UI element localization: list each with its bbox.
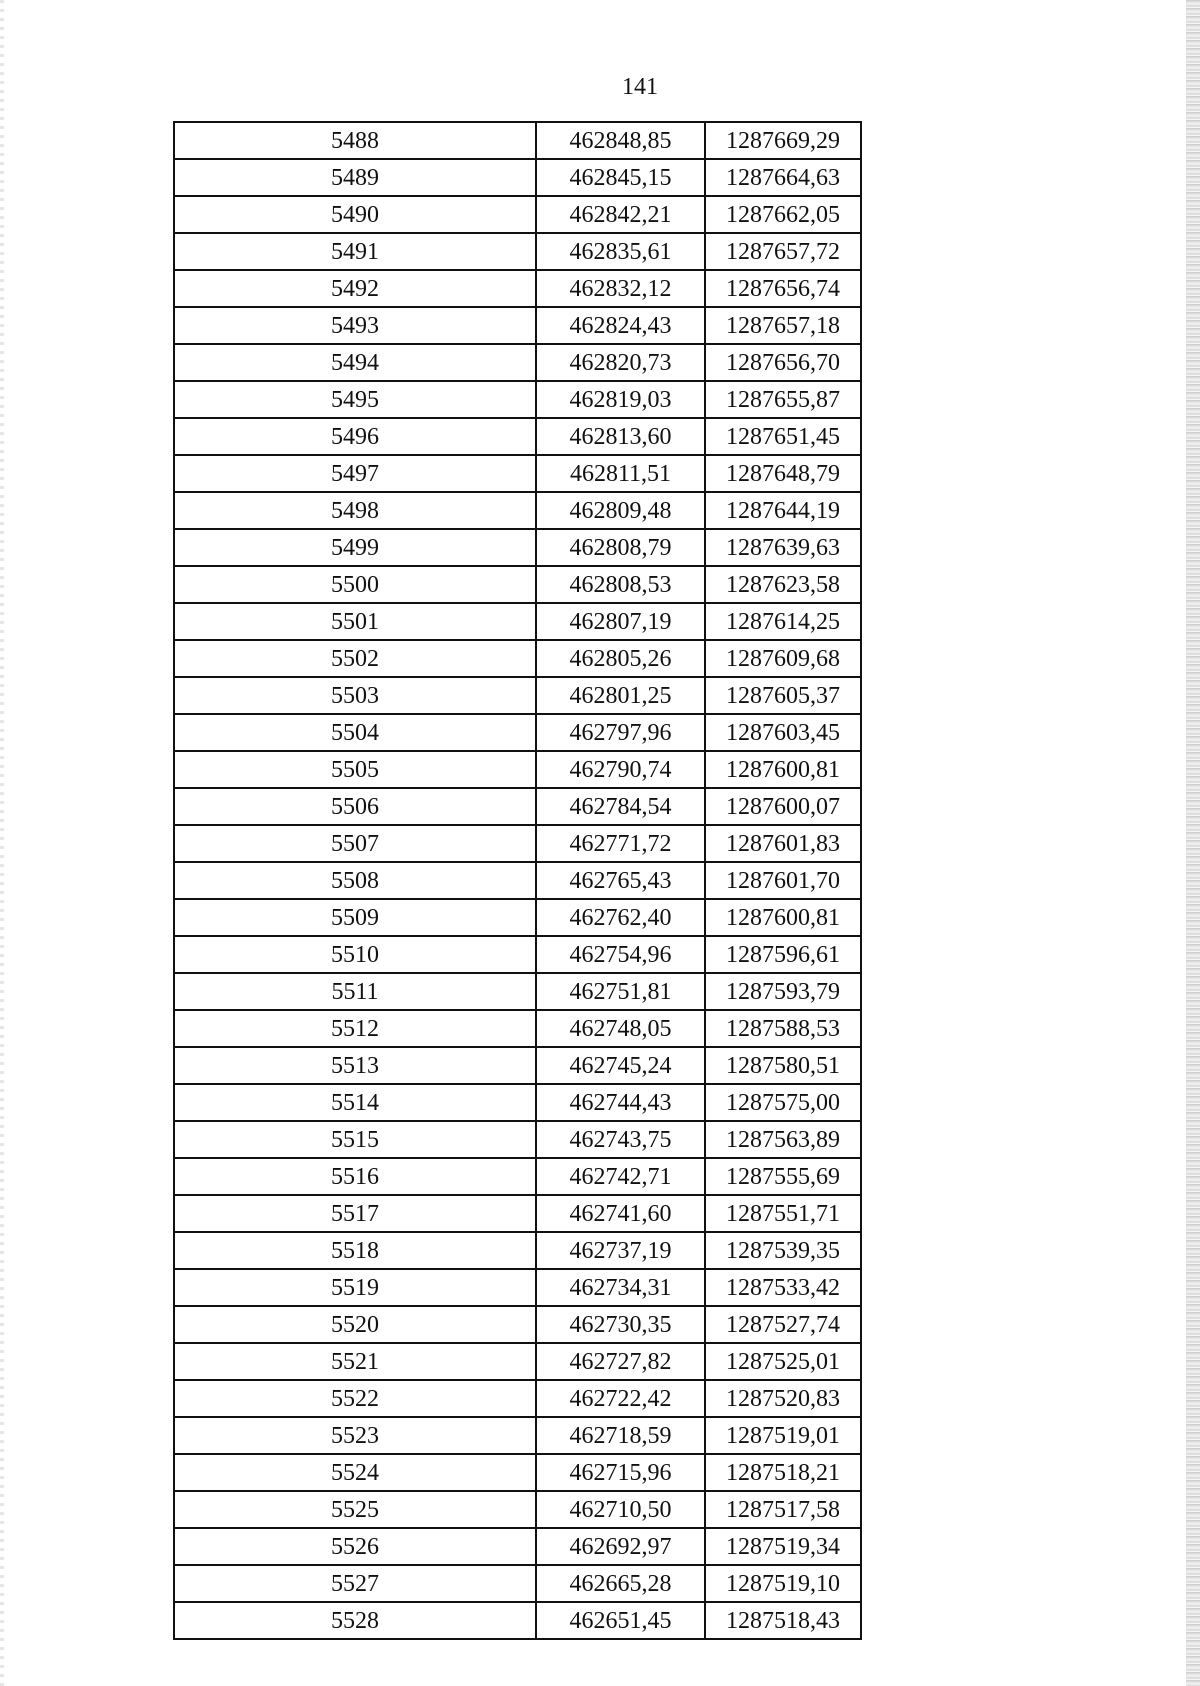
point-number-cell: 5515 [174, 1121, 536, 1158]
table-row [174, 529, 861, 566]
y-coordinate-cell: 1287593,79 [705, 973, 861, 1010]
point-number-cell: 5518 [174, 1232, 536, 1269]
x-coordinate-cell: 462801,25 [536, 677, 705, 714]
x-coordinate-cell: 462734,31 [536, 1269, 705, 1306]
table-row [174, 1528, 861, 1565]
x-coordinate-cell: 462754,96 [536, 936, 705, 973]
point-number-cell: 5506 [174, 788, 536, 825]
scan-edge-left [0, 0, 4, 1686]
x-coordinate-cell: 462813,60 [536, 418, 705, 455]
table-row [174, 159, 861, 196]
y-coordinate-cell: 1287518,43 [705, 1602, 861, 1639]
scan-edge-right [1186, 0, 1200, 1686]
x-coordinate-cell: 462651,45 [536, 1602, 705, 1639]
x-coordinate-cell: 462665,28 [536, 1565, 705, 1602]
x-coordinate-cell: 462771,72 [536, 825, 705, 862]
point-number-cell: 5524 [174, 1454, 536, 1491]
x-coordinate-cell: 462762,40 [536, 899, 705, 936]
table-row [174, 1158, 861, 1195]
point-number-cell: 5512 [174, 1010, 536, 1047]
y-coordinate-cell: 1287519,10 [705, 1565, 861, 1602]
point-number-cell: 5528 [174, 1602, 536, 1639]
point-number-cell: 5525 [174, 1491, 536, 1528]
point-number-cell: 5494 [174, 344, 536, 381]
y-coordinate-cell: 1287623,58 [705, 566, 861, 603]
table-row [174, 1084, 861, 1121]
table-row [174, 1380, 861, 1417]
point-number-cell: 5492 [174, 270, 536, 307]
point-number-cell: 5508 [174, 862, 536, 899]
x-coordinate-cell: 462748,05 [536, 1010, 705, 1047]
x-coordinate-cell: 462820,73 [536, 344, 705, 381]
point-number-cell: 5503 [174, 677, 536, 714]
y-coordinate-cell: 1287525,01 [705, 1343, 861, 1380]
point-number-cell: 5521 [174, 1343, 536, 1380]
y-coordinate-cell: 1287533,42 [705, 1269, 861, 1306]
y-coordinate-cell: 1287600,81 [705, 751, 861, 788]
point-number-cell: 5517 [174, 1195, 536, 1232]
x-coordinate-cell: 462737,19 [536, 1232, 705, 1269]
y-coordinate-cell: 1287520,83 [705, 1380, 861, 1417]
y-coordinate-cell: 1287656,74 [705, 270, 861, 307]
y-coordinate-cell: 1287539,35 [705, 1232, 861, 1269]
point-number-cell: 5513 [174, 1047, 536, 1084]
table-row [174, 1232, 861, 1269]
coordinate-table-body [174, 122, 861, 1639]
y-coordinate-cell: 1287519,34 [705, 1528, 861, 1565]
table-row [174, 196, 861, 233]
point-number-cell: 5502 [174, 640, 536, 677]
x-coordinate-cell: 462715,96 [536, 1454, 705, 1491]
point-number-cell: 5495 [174, 381, 536, 418]
table-row [174, 1454, 861, 1491]
table-row [174, 1121, 861, 1158]
point-number-cell: 5500 [174, 566, 536, 603]
point-number-cell: 5496 [174, 418, 536, 455]
point-number-cell: 5507 [174, 825, 536, 862]
x-coordinate-cell: 462751,81 [536, 973, 705, 1010]
point-number-cell: 5491 [174, 233, 536, 270]
table-row [174, 1343, 861, 1380]
y-coordinate-cell: 1287657,72 [705, 233, 861, 270]
y-coordinate-cell: 1287664,63 [705, 159, 861, 196]
table-row [174, 1491, 861, 1528]
point-number-cell: 5523 [174, 1417, 536, 1454]
table-row [174, 1565, 861, 1602]
point-number-cell: 5490 [174, 196, 536, 233]
point-number-cell: 5488 [174, 122, 536, 159]
table-row [174, 1602, 861, 1639]
x-coordinate-cell: 462845,15 [536, 159, 705, 196]
y-coordinate-cell: 1287639,63 [705, 529, 861, 566]
y-coordinate-cell: 1287662,05 [705, 196, 861, 233]
x-coordinate-cell: 462745,24 [536, 1047, 705, 1084]
point-number-cell: 5510 [174, 936, 536, 973]
point-number-cell: 5499 [174, 529, 536, 566]
point-number-cell: 5520 [174, 1306, 536, 1343]
x-coordinate-cell: 462848,85 [536, 122, 705, 159]
x-coordinate-cell: 462824,43 [536, 307, 705, 344]
x-coordinate-cell: 462710,50 [536, 1491, 705, 1528]
coordinate-table [173, 121, 862, 1640]
y-coordinate-cell: 1287656,70 [705, 344, 861, 381]
table-row [174, 455, 861, 492]
x-coordinate-cell: 462692,97 [536, 1528, 705, 1565]
point-number-cell: 5511 [174, 973, 536, 1010]
x-coordinate-cell: 462807,19 [536, 603, 705, 640]
point-number-cell: 5497 [174, 455, 536, 492]
table-row [174, 714, 861, 751]
y-coordinate-cell: 1287600,81 [705, 899, 861, 936]
y-coordinate-cell: 1287517,58 [705, 1491, 861, 1528]
x-coordinate-cell: 462790,74 [536, 751, 705, 788]
table-row [174, 640, 861, 677]
y-coordinate-cell: 1287644,19 [705, 492, 861, 529]
y-coordinate-cell: 1287563,89 [705, 1121, 861, 1158]
table-row [174, 973, 861, 1010]
table-row [174, 418, 861, 455]
table-row [174, 788, 861, 825]
point-number-cell: 5509 [174, 899, 536, 936]
x-coordinate-cell: 462722,42 [536, 1380, 705, 1417]
x-coordinate-cell: 462809,48 [536, 492, 705, 529]
page-number: 141 [622, 74, 658, 100]
point-number-cell: 5516 [174, 1158, 536, 1195]
y-coordinate-cell: 1287657,18 [705, 307, 861, 344]
table-row [174, 1417, 861, 1454]
x-coordinate-cell: 462784,54 [536, 788, 705, 825]
table-row [174, 825, 861, 862]
table-row [174, 233, 861, 270]
table-row [174, 751, 861, 788]
table-row [174, 307, 861, 344]
point-number-cell: 5526 [174, 1528, 536, 1565]
y-coordinate-cell: 1287596,61 [705, 936, 861, 973]
y-coordinate-cell: 1287588,53 [705, 1010, 861, 1047]
table-row [174, 1269, 861, 1306]
y-coordinate-cell: 1287609,68 [705, 640, 861, 677]
x-coordinate-cell: 462842,21 [536, 196, 705, 233]
y-coordinate-cell: 1287605,37 [705, 677, 861, 714]
x-coordinate-cell: 462718,59 [536, 1417, 705, 1454]
table-row [174, 381, 861, 418]
y-coordinate-cell: 1287651,45 [705, 418, 861, 455]
y-coordinate-cell: 1287518,21 [705, 1454, 861, 1491]
point-number-cell: 5493 [174, 307, 536, 344]
y-coordinate-cell: 1287555,69 [705, 1158, 861, 1195]
x-coordinate-cell: 462741,60 [536, 1195, 705, 1232]
point-number-cell: 5519 [174, 1269, 536, 1306]
y-coordinate-cell: 1287519,01 [705, 1417, 861, 1454]
point-number-cell: 5514 [174, 1084, 536, 1121]
table-row [174, 862, 861, 899]
y-coordinate-cell: 1287655,87 [705, 381, 861, 418]
table-row [174, 677, 861, 714]
x-coordinate-cell: 462730,35 [536, 1306, 705, 1343]
table-row [174, 603, 861, 640]
x-coordinate-cell: 462832,12 [536, 270, 705, 307]
table-row [174, 566, 861, 603]
y-coordinate-cell: 1287527,74 [705, 1306, 861, 1343]
point-number-cell: 5504 [174, 714, 536, 751]
table-row [174, 1047, 861, 1084]
table-row [174, 122, 861, 159]
table-row [174, 1195, 861, 1232]
x-coordinate-cell: 462742,71 [536, 1158, 705, 1195]
x-coordinate-cell: 462819,03 [536, 381, 705, 418]
y-coordinate-cell: 1287551,71 [705, 1195, 861, 1232]
table-row [174, 1010, 861, 1047]
table-row [174, 1306, 861, 1343]
x-coordinate-cell: 462808,79 [536, 529, 705, 566]
table-row [174, 344, 861, 381]
table-row [174, 270, 861, 307]
x-coordinate-cell: 462835,61 [536, 233, 705, 270]
x-coordinate-cell: 462805,26 [536, 640, 705, 677]
x-coordinate-cell: 462811,51 [536, 455, 705, 492]
y-coordinate-cell: 1287601,70 [705, 862, 861, 899]
y-coordinate-cell: 1287601,83 [705, 825, 861, 862]
y-coordinate-cell: 1287600,07 [705, 788, 861, 825]
table-row [174, 899, 861, 936]
table-row [174, 936, 861, 973]
x-coordinate-cell: 462797,96 [536, 714, 705, 751]
point-number-cell: 5527 [174, 1565, 536, 1602]
x-coordinate-cell: 462808,53 [536, 566, 705, 603]
x-coordinate-cell: 462743,75 [536, 1121, 705, 1158]
y-coordinate-cell: 1287580,51 [705, 1047, 861, 1084]
x-coordinate-cell: 462727,82 [536, 1343, 705, 1380]
y-coordinate-cell: 1287575,00 [705, 1084, 861, 1121]
y-coordinate-cell: 1287603,45 [705, 714, 861, 751]
y-coordinate-cell: 1287669,29 [705, 122, 861, 159]
y-coordinate-cell: 1287614,25 [705, 603, 861, 640]
point-number-cell: 5501 [174, 603, 536, 640]
point-number-cell: 5522 [174, 1380, 536, 1417]
x-coordinate-cell: 462744,43 [536, 1084, 705, 1121]
x-coordinate-cell: 462765,43 [536, 862, 705, 899]
point-number-cell: 5505 [174, 751, 536, 788]
point-number-cell: 5498 [174, 492, 536, 529]
point-number-cell: 5489 [174, 159, 536, 196]
y-coordinate-cell: 1287648,79 [705, 455, 861, 492]
table-row [174, 492, 861, 529]
